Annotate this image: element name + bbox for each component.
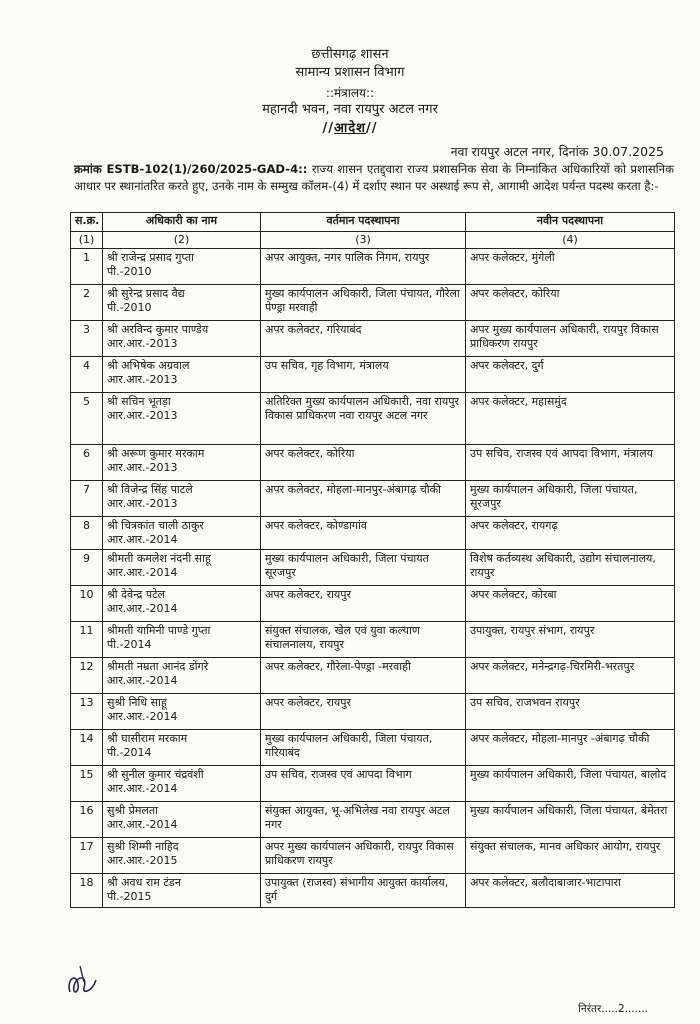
table-row [71,586,675,622]
new-posting: अपर कलेक्टर, मुंगेली [466,249,675,285]
new-posting: अपर मुख्य कार्यपालन अधिकारी, रायपुर विकास प्राधिकरण रायपुर [466,321,675,357]
officer-cell [103,874,261,908]
current-posting: संयुक्त आयुक्त, भू-अभिलेख नवा रायपुर अटल नगर [261,802,466,838]
officer-cell [103,586,261,622]
current-posting: उप सचिव, गृह विभाग, मंत्रालय [261,357,466,393]
new-posting: अपर कलेक्टर, महासमुंद [466,393,675,445]
serial-number: 5 [71,393,103,445]
officer-batch: आर.आर.-2014 [107,602,178,615]
officer-name: श्री अरूण कुमार मरकाम [107,447,205,460]
current-posting: अपर कलेक्टर, रायपुर [261,694,466,730]
officer-batch: आर.आर.-2014 [107,782,178,795]
officer-cell [103,393,261,445]
table-row [71,321,675,357]
officer-name: श्रीमती कमलेश नंदनी साहू [107,552,211,565]
order-slashes-right: // [366,121,378,136]
officer-name: श्री विजेन्द्र सिंह पाटले [107,483,193,496]
officer-name: श्री सुनील कुमार चंद्रवंशी [107,768,204,781]
serial-number: 1 [71,249,103,285]
officer-batch: आर.आर.-2015 [107,854,178,867]
officer-cell [103,550,261,586]
serial-number: 18 [71,874,103,908]
officer-batch: आर.आर.-2013 [107,373,178,386]
officer-name: श्री अवध राम टंडन [107,876,181,889]
column-number: (1) [71,232,103,249]
order-slashes-left: // [322,121,334,136]
signature-mark [62,962,102,1002]
current-posting: मुख्य कार्यपालन अधिकारी, जिला पंचायत, गौरेला पेण्ड्रा मरवाही [261,285,466,321]
officer-name: सुश्री प्रेमलता [107,804,158,817]
officer-cell [103,357,261,393]
officer-batch: पी.-2015 [107,890,152,903]
new-posting: अपर कलेक्टर, कोरिया [466,285,675,321]
new-posting: संयुक्त संचालक, मानव अधिकार आयोग, रायपुर [466,838,675,874]
table-row [71,393,675,445]
intro-paragraph [74,161,674,195]
serial-number: 14 [71,730,103,766]
officer-cell [103,730,261,766]
current-posting: अपर कलेक्टर, मोहला-मानपुर-अंबागढ़ चौकी [261,481,466,517]
serial-number: 16 [71,802,103,838]
officer-cell [103,658,261,694]
current-posting: अपर आयुक्त, नगर पालिक निगम, रायपुर [261,249,466,285]
serial-number: 4 [71,357,103,393]
reference-number: क्रमांक ESTB-102(1)/260/2025-GAD-4:: [74,162,308,176]
officer-name: श्री सचिन भूतड़ा [107,395,171,408]
new-posting: मुख्य कार्यपालन अधिकारी, जिला पंचायत, बालोद [466,766,675,802]
officer-batch: आर.आर.-2014 [107,710,178,723]
table-row [71,694,675,730]
current-posting: उप सचिव, राजस्व एवं आपदा विभाग [261,766,466,802]
officer-name: श्री अरविन्द कुमार पाण्डेय [107,323,209,336]
header-current-posting: वर्तमान पदस्थापना [261,213,466,232]
officer-batch: पी.-2010 [107,301,152,314]
new-posting: अपर कलेक्टर, मनेन्द्रगढ़-चिरमिरी-भरतपुर [466,658,675,694]
serial-number: 11 [71,622,103,658]
column-number: (4) [466,232,675,249]
officer-batch: पी.-2014 [107,638,152,651]
table-row [71,874,675,908]
officer-batch: आर.आर.-2013 [107,337,178,350]
serial-number: 12 [71,658,103,694]
header-new-posting: नवीन पदस्थापना [466,213,675,232]
officer-batch: पी.-2010 [107,265,152,278]
current-posting: मुख्य कार्यपालन अधिकारी, जिला पंचायत, गरियाबंद [261,730,466,766]
transfer-table [70,212,675,908]
officer-cell [103,517,261,550]
column-number-row [71,232,675,249]
table-row [71,285,675,321]
officer-cell [103,445,261,481]
officer-batch: आर.आर.-2014 [107,566,178,579]
serial-number: 2 [71,285,103,321]
new-posting: अपर कलेक्टर, रायगढ़ [466,517,675,550]
officer-name: श्री घासीराम मरकाम [107,732,188,745]
table-row [71,249,675,285]
serial-number: 3 [71,321,103,357]
serial-number: 9 [71,550,103,586]
table-row [71,357,675,393]
current-posting: अपर कलेक्टर, कोरिया [261,445,466,481]
officer-batch: आर.आर.-2013 [107,497,178,510]
table-row [71,658,675,694]
header-government: छत्तीसगढ़ शासन [311,47,389,62]
officer-batch: आर.आर.-2014 [107,674,178,687]
officer-cell [103,766,261,802]
officer-cell [103,802,261,838]
officer-batch: आर.आर.-2014 [107,533,178,546]
current-posting: अतिरिक्त मुख्य कार्यपालन अधिकारी, नवा रायपुर विकास प्राधिकरण नवा रायपुर अटल नगर [261,393,466,445]
officer-batch: आर.आर.-2014 [107,818,178,831]
serial-number: 8 [71,517,103,550]
officer-name: सुश्री शिम्मी नाहिद [107,840,179,853]
new-posting: उप सचिव, राजस्व एवं आपदा विभाग, मंत्रालय [466,445,675,481]
serial-number: 6 [71,445,103,481]
column-number: (2) [103,232,261,249]
order-title: आदेश [333,121,367,136]
current-posting: उपायुक्त (राजस्व) संभागीय आयुक्त कार्यालय, दुर्ग [261,874,466,908]
table-row [71,550,675,586]
header-ministry: ::मंत्रालय:: [325,86,375,100]
current-posting: अपर कलेक्टर, गौरेला-पेण्ड्रा -मरवाही [261,658,466,694]
current-posting: संयुक्त संचालक, खेल एवं युवा कल्याण संचालनालय, रायपुर [261,622,466,658]
officer-batch: पी.-2014 [107,746,152,759]
officer-name: श्री चित्रकांत चाली ठाकुर [107,519,204,532]
continued-note: निरंतर.....2....... [578,1003,648,1015]
officer-cell [103,321,261,357]
current-posting: मुख्य कार्यपालन अधिकारी, जिला पंचायत सूरजपुर [261,550,466,586]
header-officer-name: अधिकारी का नाम [103,213,261,232]
serial-number: 13 [71,694,103,730]
serial-number: 15 [71,766,103,802]
officer-name: सुश्री निधि साहू [107,696,167,709]
header-address: महानदी भवन, नवा रायपुर अटल नगर [262,102,438,117]
officer-cell [103,249,261,285]
header-department: सामान्य प्रशासन विभाग [295,65,405,80]
officer-cell [103,622,261,658]
new-posting: उपायुक्त, रायपुर संभाग, रायपुर [466,622,675,658]
new-posting: अपर कलेक्टर, दुर्ग [466,357,675,393]
table-row [71,730,675,766]
table-row [71,622,675,658]
officer-name: श्री राजेन्द्र प्रसाद गुप्ता [107,251,194,264]
new-posting: उप सचिव, राजभवन रायपुर [466,694,675,730]
table-row [71,838,675,874]
officer-batch: आर.आर.-2013 [107,461,178,474]
current-posting: अपर कलेक्टर, गरियाबंद [261,321,466,357]
current-posting: अपर कलेक्टर, कोण्डागांव [261,517,466,550]
intro-text: राज्य शासन एतद्द्वारा राज्य प्रशासनिक सेवा के निम्नांकित अधिकारियों को प्रशासनिक आधार पर स्थानांतरित करते हुए, उनके नाम के सम्मुख कॉलम-(4) में दर्शाए स्थान पर अस्थाई रूप से, आगामी आदेश पर्यन्त पदस्थ करता है:- [74,162,675,193]
new-posting: मुख्य कार्यपालन अधिकारी, जिला पंचायत, सूरजपुर [466,481,675,517]
officer-name: श्रीमती नम्रता आनंद डोंगरे [107,660,209,673]
table-row [71,481,675,517]
serial-number: 17 [71,838,103,874]
new-posting: अपर कलेक्टर, मोहला-मानपुर -अंबागढ़ चौकी [466,730,675,766]
table-row [71,445,675,481]
officer-cell [103,694,261,730]
officer-batch: आर.आर.-2013 [107,409,178,422]
new-posting: विशेष कर्तव्यस्थ अधिकारी, उद्योग संचालनालय, रायपुर [466,550,675,586]
officer-cell [103,481,261,517]
officer-name: श्रीमती यामिनी पाण्डे गुप्ता [107,624,211,637]
new-posting: मुख्य कार्यपालन अधिकारी, जिला पंचायत, बेमेतरा [466,802,675,838]
officer-cell [103,838,261,874]
officer-name: श्री देवेन्द्र पटेल [107,588,166,601]
serial-number: 10 [71,586,103,622]
table-header-row [71,213,675,232]
serial-number: 7 [71,481,103,517]
officer-cell [103,285,261,321]
table-row [71,802,675,838]
new-posting: अपर कलेक्टर, बलौदाबाजार-भाटापारा [466,874,675,908]
new-posting: अपर कलेक्टर, कोरबा [466,586,675,622]
table-row [71,766,675,802]
officer-name: श्री सुरेन्द्र प्रसाद वैद्य [107,287,185,300]
current-posting: अपर मुख्य कार्यपालन अधिकारी, रायपुर विकास प्राधिकरण रायपुर [261,838,466,874]
column-number: (3) [261,232,466,249]
officer-name: श्री अभिषेक अग्रवाल [107,359,190,372]
order-title-line [0,120,700,138]
table-row [71,517,675,550]
current-posting: अपर कलेक्टर, रायपुर [261,586,466,622]
place-and-date: नवा रायपुर अटल नगर, दिनांक 30.07.2025 [450,144,664,159]
header-serial: स.क्र. [71,213,103,232]
